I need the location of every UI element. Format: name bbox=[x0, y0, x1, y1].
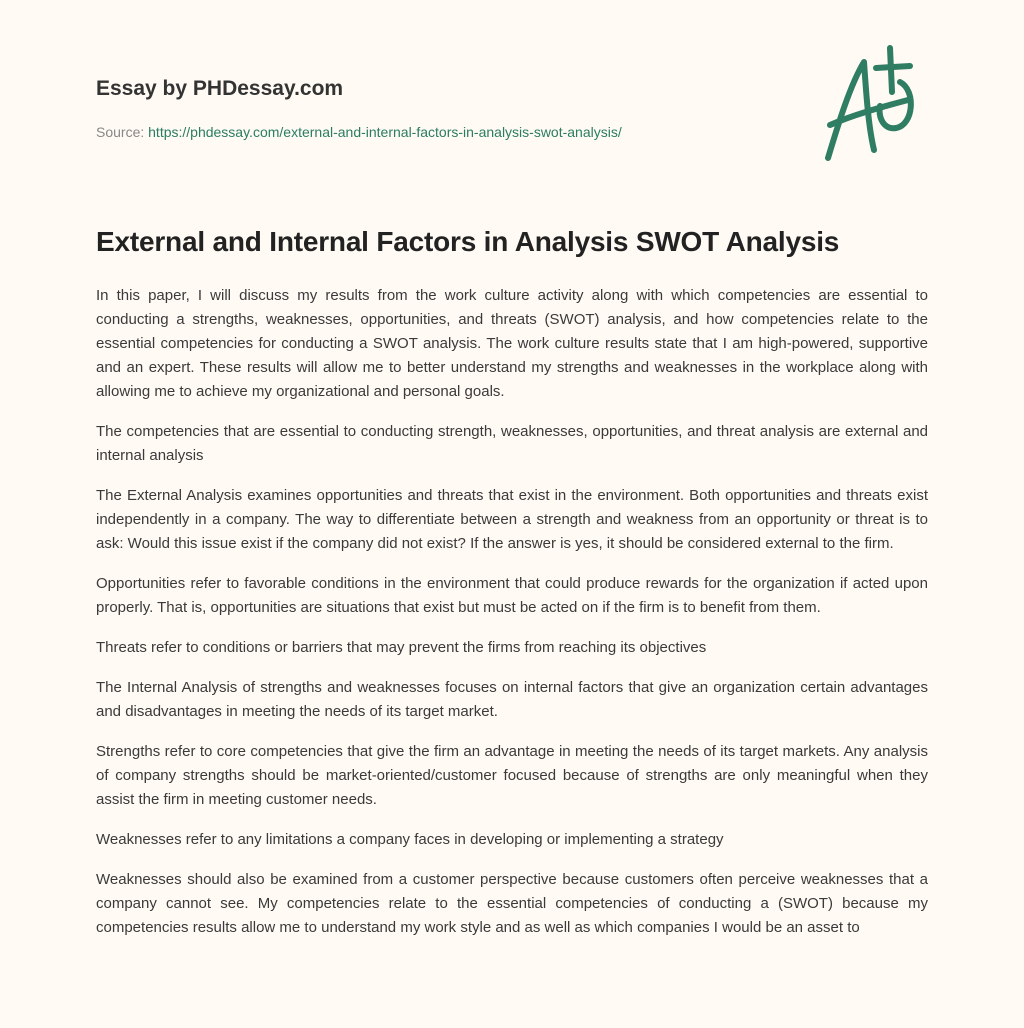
source-link[interactable]: https://phdessay.com/external-and-internal-factors-in-analysis-swot-analysis/ bbox=[148, 124, 622, 140]
a-plus-logo-icon bbox=[818, 40, 928, 165]
paragraph: Threats refer to conditions or barriers that may prevent the firms from reaching its objectives bbox=[96, 639, 707, 656]
site-brand: Essay by PHDessay.com bbox=[96, 77, 344, 100]
source-label: Source: bbox=[96, 124, 145, 140]
paragraph: The competencies that are essential to conducting strength, weaknesses, opportunities, and threat analysis are external and internal analysis bbox=[96, 423, 928, 464]
paragraph: The Internal Analysis of strengths and weaknesses focuses on internal factors that give an organization certain advantages and disadvantages in meeting the needs of its target market. bbox=[96, 679, 928, 720]
essay-title: External and Internal Factors in Analysis SWOT Analysis bbox=[96, 226, 840, 257]
source-line bbox=[96, 124, 622, 140]
paragraph: Weaknesses should also be examined from a customer perspective because customers often perceive weaknesses that a company cannot see. My competencies relate to the essential competencies of conducting a (SWOT) because my competencies results allow me to understand my work style and as well as which companies I would be an asset to bbox=[96, 871, 928, 936]
paragraph: The External Analysis examines opportunities and threats that exist in the environment. Both opportunities and threats exist independently in a company. The way to differentiate between a strength and weakness from an opportunity or threat is to ask: Would this issue exist if the company did not exist? If the answer is yes, it should be considered external to the firm. bbox=[96, 487, 928, 552]
essay-body bbox=[96, 284, 928, 956]
paragraph: Weaknesses refer to any limitations a company faces in developing or implementing a strategy bbox=[96, 831, 724, 848]
paragraph: Strengths refer to core competencies that give the firm an advantage in meeting the needs of its target markets. Any analysis of company strengths should be market-oriented/customer focused because of strengths are only meaningful when they assist the firm in meeting customer needs. bbox=[96, 743, 928, 808]
paragraph: In this paper, I will discuss my results from the work culture activity along with which competencies are essential to conducting a strengths, weaknesses, opportunities, and threats (SWOT) analysis, and how competencies relate to the essential competencies for conducting a SWOT analysis. The work culture results state that I am high-powered, supportive and an expert. These results will allow me to better understand my strengths and weaknesses in the workplace along with allowing me to achieve my organizational and personal goals. bbox=[96, 287, 928, 400]
paragraph: Opportunities refer to favorable conditions in the environment that could produce rewards for the organization if acted upon properly. That is, opportunities are situations that exist but must be acted on if the firm is to benefit from them. bbox=[96, 575, 928, 616]
